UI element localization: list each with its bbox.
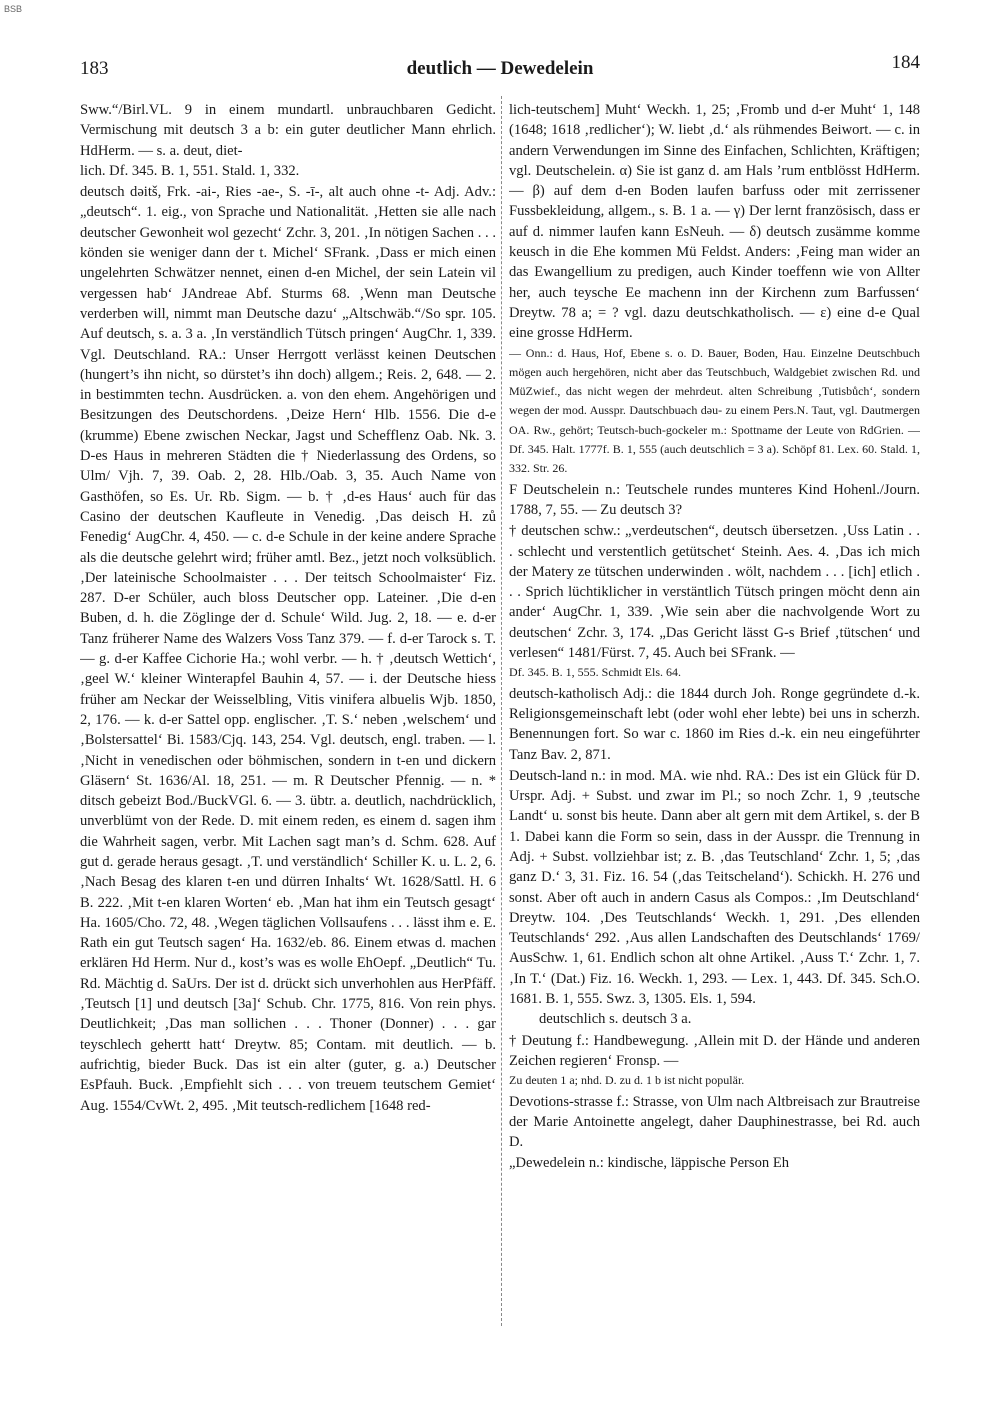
page-number-left: 183: [80, 58, 109, 79]
dictionary-paragraph: Sww.“/Birl.VL. 9 in einem mundartl. unbrauchbaren Gedicht. Vermischung mit deutsch 3 a b: ein guter deutlicher Mann ehrlich. HdHerm. — s. a. deut, diet-: [80, 102, 496, 159]
page-header: [80, 52, 920, 82]
dictionary-paragraph: † deutschen schw.: „verdeutschen“, deutsch übersetzen. ‚Uss Latin . . . schlecht und verstentlich getütschet‘ Steinh. Aes. 4. ‚Das ich mich der Matery ze tütschen underwinden . wölt, nachdem . . . [ich] etlich . . . Sprich lüchtiklicher in verstäntlich Tütsch pringen möcht denn ain ander‘ AugChr. 1, 339. ‚Wie sein aber die nachvolgende Wort zu deutschen‘ Zchr. 3, 174. „Das Gericht lässt G-s Brief ‚tütschen‘ und verlesen“ 1481/Fürst. 7, 45. Auch bei SFrank. —: [509, 523, 920, 662]
dictionary-paragraph: lich-teutschem] Muht‘ Weckh. 1, 25; ‚Fromb und d-er Muht‘ 1, 148 (1648; 1618 ‚redlicher‘); W. liebt ‚d.‘ als rühmendes Beiwort. — c. in andern Verwendungen im Sinne des Einfachen, Schlichten, Kräftigen; vgl. Deutschelein. α) Sie ist ganz d. am Hals ’rum entblösst HdHerm. — β) auf dem d-en Boden laufen barfuss oder mit zerrissener Fussbekleidung, allgem., s. B. 1 a. — γ) Der lernt französisch, dass er auf d. nimmer laufen kann EsNeuh. — δ) deutsch zusämme komme keusch in die Ehe kommen Mü Feldst. Anders: ‚Feing man wider an das Ewangellium zu predigen, auch Kinder toeffenn wie von Allter her, auch teysche Ee machenn inn der Kirchenn zum Barfussen‘ Dreytw. 78 a; = ? vgl. dazu deutschkatholisch. — ε) eine d-e Qual eine grosse HdHerm.: [509, 102, 920, 342]
dictionary-paragraph: Zu deuten 1 a; nhd. D. zu d. 1 b ist nicht populär.: [509, 1073, 745, 1088]
right-column: [509, 100, 920, 1361]
dictionary-paragraph: Deutsch-land n.: in mod. MA. wie nhd. RA.: Des ist ein Glück für D. Urspr. Adj. + Subst. und zwar im Pl.; so noch Zchr. 1, 9 ‚teutsche Landt‘ u. sonst bis heute. Dann aber alt gern mit dem Artikel, s. der B 1. Dabei kann die Form so sein, dass in der Ausspr. die Trennung in Adj. + Subst. vollziehbar ist; z. B. ‚das Teutschland‘ Zchr. 1, 5; ‚das ganz D.‘ 3, 31. Fiz. 16. 54 (‚das Teitscheland‘). Schickh. H. 276 und sonst. Aber oft auch in andern Casus als Compos.: ‚Im Deutschland‘ Dreytw. 104. ‚Des Teutschlands‘ Weckh. 1, 291. ‚Des ellenden Teutschlands‘ 292. ‚Aus allen Landschaften des Deutschlands‘ 1769/ AusSchw. 1, 61. Endlich schon alt ohne Artikel. ‚Auss T.‘ Zchr. 1, 7. ‚In T.‘ (Dat.) Fiz. 16. Weckh. 1, 293. — Lex. 1, 443. Df. 345. Sch.O. 1681. B. 1, 555. Swz. 3, 1305. Els. 1, 594.: [509, 767, 920, 1008]
dictionary-paragraph: lich. Df. 345. B. 1, 551. Stald. 1, 332.: [80, 162, 300, 179]
page-number-right: 184: [891, 52, 920, 73]
dictionary-paragraph: Devotions-strasse f.: Strasse, von Ulm nach Altbreisach zur Brautreise der Marie Antoinette angelegt, daher Dauphinestrasse, bei Rd. auch D.: [509, 1093, 920, 1151]
dictionary-paragraph: Df. 345. B. 1, 555. Schmidt Els. 64.: [509, 665, 682, 680]
page-title: deutlich — Dewedelein: [406, 58, 594, 79]
left-column: [80, 100, 496, 1361]
dictionary-paragraph: „Dewedelein n.: kindische, läppische Person Eh: [509, 1155, 790, 1172]
dictionary-paragraph: † Deutung f.: Handbewegung. ‚Allein mit D. der Hände und anderen Zeichen regieren‘ Fronsp. —: [509, 1032, 920, 1069]
dictionary-paragraph: — Onn.: d. Haus, Hof, Ebene s. o. D. Bauer, Boden, Hau. Einzelne Deutschbuch mögen auch hergehören, nicht aber das Teutschbuch, Waldgebiet zwischen Rd. und MüZwief., das nicht wegen der mehrdeut. alten Schreibung ‚Tutisbůch‘, sondern wegen der mod. Ausspr. Dautschbuəch dəu- zu einem Pers.N. Taut, vgl. Dautmergen OA. Rw., gehört; Teutsch-buch-gockeler m.: Spottname der Leute von RdGrien. — Df. 345. Halt. 1777f. B. 1, 555 (auch deutschlich = 3 a). Schöpf 81. Lex. 60. Stald. 1, 332. Str. 26.: [509, 345, 920, 476]
dictionary-paragraph: deutschlich s. deutsch 3 a.: [539, 1011, 692, 1028]
column-divider: [501, 96, 502, 1326]
corner-mark: BSB: [4, 4, 23, 14]
dictionary-paragraph: deutsch dəitš, Frk. -ai-, Ries -ae-, S. -ī-, alt auch ohne -t- Adj. Adv.: „deutsch“. 1. eig., von Sprache und Nationalität. ‚Hetten sie alle nach deutscher Gewonheit wol gezecht‘ Zchr. 3, 201. ‚In nötigen Sachen . . . könden sie weniger dann der t. Michel‘ SFrank. ‚Dass er mich einen ungelehrten Schwätzer nennet, einen d-en Michel, der sein Latein vil vergessen hab‘ JAndreae Abf. Sturms 68. ‚Wenn man Deutsche verderben will, nimmt man Deutsche dazu‘ „Altschwäb.“/So spr. 105. Auf deutsch, s. a. 3 a. ‚In verständlich Tütsch pringen‘ AugChr. 1, 339. Vgl. Deutschland. RA.: Unser Herrgott verlässt keinen Deutschen (hungert’s ihn nicht, so dürstet’s ihn doch) allgem.; Reis. 2, 648. — 2. in bestimmten techn. Ausdrücken. a. von den ehem. Angehörigen und Besitzungen des Deutschordens. ‚Deize Hern‘ Hlb. 1556. Die d-e (krumme) Ebene zwischen Neckar, Jagst und Schefflenz Oab. Nk. 3. D-es Haus in mehreren Städten die † Niederlassung des Ordens, so Ulm/ Vjh. 7, 39. Oab. 2, 28. Hlb./Oab. 3, 35. Auch Name von Gasthöfen, so Es. Ur. Rb. Sigm. — b. † ‚d-es Haus‘ auch für das Casino der deutschen Kaufleute in Venedig. ‚Das deisch H. zů Fenedig‘ AugChr. 4, 450. — c. d-e Schule in der keine andere Sprache als die deutsche gelehrt wird; früher amtl. Bez., jetzt noch volksüblich. ‚Der lateinische Schoolmaister . . . Der teitsch Schoolmaister‘ Fiz. 287. D-er Schüler, auch bloss Deutscher opp. Lateiner. ‚Die d-en Buben, d. h. die Zöglinge der d. Schule‘ Wild. Jug. 2, 18. — e. d-er Tanz früherer Name des Walzers Voss Tanz 379. — f. d-er Tarock s. T. — g. d-er Kaffee Cichorie Ha.; wohl verbr. — h. † ‚deutsch Wettich‘, ‚geel W.‘ kleiner Winterapfel Bauhin 4, 57. — i. der Deutsche hiess früher am Neckar der Weisselbling, Vitis vinifera albuelis Wjb. 1850, 2, 176. — k. d-er Sattel opp. englischer. ‚T. S.‘ neben ‚welschem‘ und ‚Bolstersattel‘ Bi. 1583/Cjq. 143, 254. Vgl. deutsch, engl. traben. — l. ‚Nicht in venedischen oder böhmischen, sondern in t-en und dickern Gläsern‘ St. 1636/Al. 18, 251. — m. R Deutscher Pfennig. — n. * ditsch gebeizt Bod./BuckVGl. 6. — 3. übtr. a. deutlich, nachdrücklich, unverblümt von der Rede. D. mit einem reden, es einem d. sagen ihm die Wahrheit sagen, verbr. Mit Lachen sagt man’s d. Schm. 628. Auf gut d. gerade heraus gesagt. ‚T. und verständlich‘ Schiller K. u. L. 2, 6. ‚Nach Besag des klaren t-en und dürren Inhalts‘ Wt. 1628/Sattl. H. 6 B. 222. ‚Mit t-en klaren Worten‘ eb. ‚Man hat ihm ein Teutsch gesagt‘ Ha. 1605/Cho. 72, 48. ‚Wegen täglichen Vollsaufens . . . lässt ihm e. E. Rath ein gut Teutsch sagen‘ Ha. 1632/eb. 86. Einem etwas d. machen erklären Hd Herm. Nur d., kost’s was es wolle EhOepf. „Deutlich“ Tu. Rd. Mächtig d. SaUrs. Der ist d. drückt sich unverhohlen aus HerPfäff. ‚Teutsch [1] und deutsch [3a]‘ Schub. Chr. 1775, 816. Von rein phys. Deutlichkeit; ‚Das man sollichen . . . Thoner (Donner) . . . gar teyschlech gehertt hatt‘ Dreytw. 85; Contam. mit deutlich. — b. aufrichtig, bieder Buck. Das ist ein alter (guter, g. a.) Deutscher EsPfauh. Buck. ‚Empfiehlt sich . . . von treuem teutschem Gemiet‘ Aug. 1554/CvWt. 2, 495. ‚Mit teutsch-redlichem [1648 red-: [80, 184, 496, 1114]
dictionary-paragraph: F Deutschelein n.: Teutschele rundes munteres Kind Hohenl./Journ. 1788, 7, 55. — Zu deutsch 3?: [509, 481, 920, 518]
dictionary-paragraph: deutsch-katholisch Adj.: die 1844 durch Joh. Ronge gegründete d.-k. Religionsgemeinschaft lebt (oder wohl eher lebte) bei uns in scherzh. Benennungen fort. So war c. 1860 im Ries d.-k. ein neu eingeführter Tanz Bav. 2, 871.: [509, 685, 920, 763]
